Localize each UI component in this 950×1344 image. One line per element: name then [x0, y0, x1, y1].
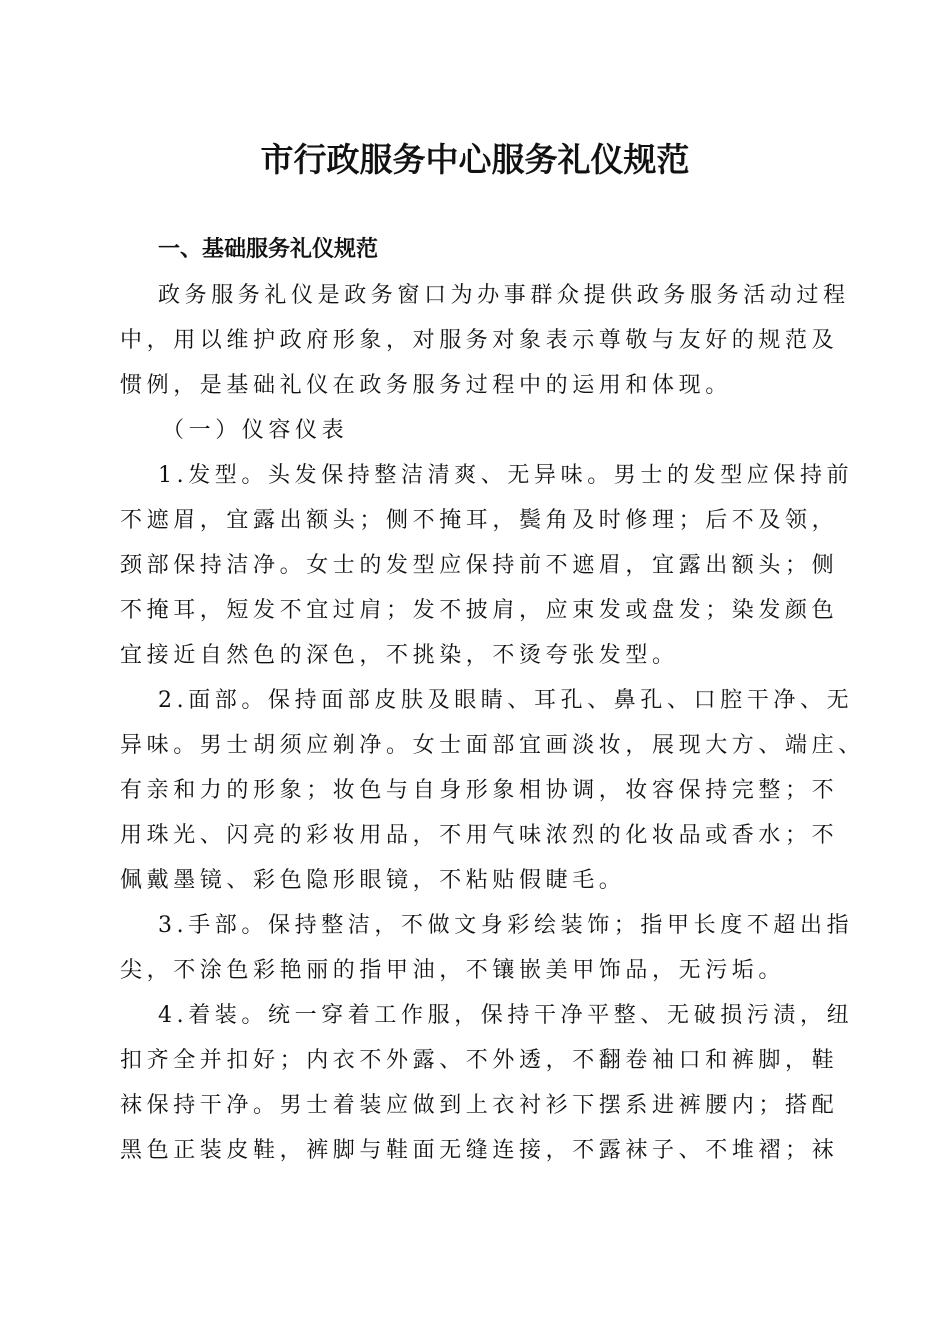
section-heading: 一、基础服务礼仪规范	[158, 237, 379, 262]
paragraph-line: 袜保持干净。男士着装应做到上衣衬衫下摆系进裤腰内；搭配	[120, 1093, 839, 1118]
paragraph-line: 颈部保持洁净。女士的发型应保持前不遮眉，宜露出额头；侧	[120, 553, 839, 578]
paragraph-line: 惯例，是基础礼仪在政务服务过程中的运用和体现。	[120, 373, 732, 398]
paragraph-line: 2.面部。保持面部皮肤及眼睛、耳孔、鼻孔、口腔干净、无	[158, 688, 854, 713]
document-title: 市行政服务中心服务礼仪规范	[260, 140, 690, 179]
paragraph-line: 宜接近自然色的深色，不挑染，不烫夸张发型。	[120, 643, 679, 668]
paragraph-line: 黑色正装皮鞋，裤脚与鞋面无缝连接，不露袜子、不堆褶；袜	[120, 1138, 839, 1163]
paragraph-line: 异味。男士胡须应剃净。女士面部宜画淡妆，展现大方、端庄、	[120, 733, 865, 758]
paragraph-line: 用珠光、闪亮的彩妆用品，不用气味浓烈的化妆品或香水；不	[120, 823, 839, 848]
paragraph-line: 扣齐全并扣好；内衣不外露、不外透，不翻卷袖口和裤脚，鞋	[120, 1048, 839, 1073]
paragraph-line: 政务服务礼仪是政务窗口为办事群众提供政务服务活动过程	[158, 283, 850, 308]
paragraph-line: 3.手部。保持整洁，不做文身彩绘装饰；指甲长度不超出指	[158, 913, 854, 938]
paragraph-line: 不遮眉，宜露出额头；侧不掩耳，鬓角及时修理；后不及领，	[120, 508, 839, 533]
paragraph-line: 佩戴墨镜、彩色隐形眼镜，不粘贴假睫毛。	[120, 868, 626, 893]
paragraph-line: 尖，不涂色彩艳丽的指甲油，不镶嵌美甲饰品，无污垢。	[120, 958, 786, 983]
subsection-heading: （一）仪容仪表	[162, 418, 349, 443]
paragraph-line: 不掩耳，短发不宜过肩；发不披肩，应束发或盘发；染发颜色	[120, 598, 839, 623]
paragraph-line: 4.着装。统一穿着工作服，保持干净平整、无破损污渍，纽	[158, 1003, 854, 1028]
paragraph-line: 有亲和力的形象；妆色与自身形象相协调，妆容保持完整；不	[120, 778, 839, 803]
paragraph-line: 1.发型。头发保持整洁清爽、无异味。男士的发型应保持前	[158, 463, 854, 488]
paragraph-line: 中，用以维护政府形象，对服务对象表示尊敬与友好的规范及	[120, 328, 839, 353]
